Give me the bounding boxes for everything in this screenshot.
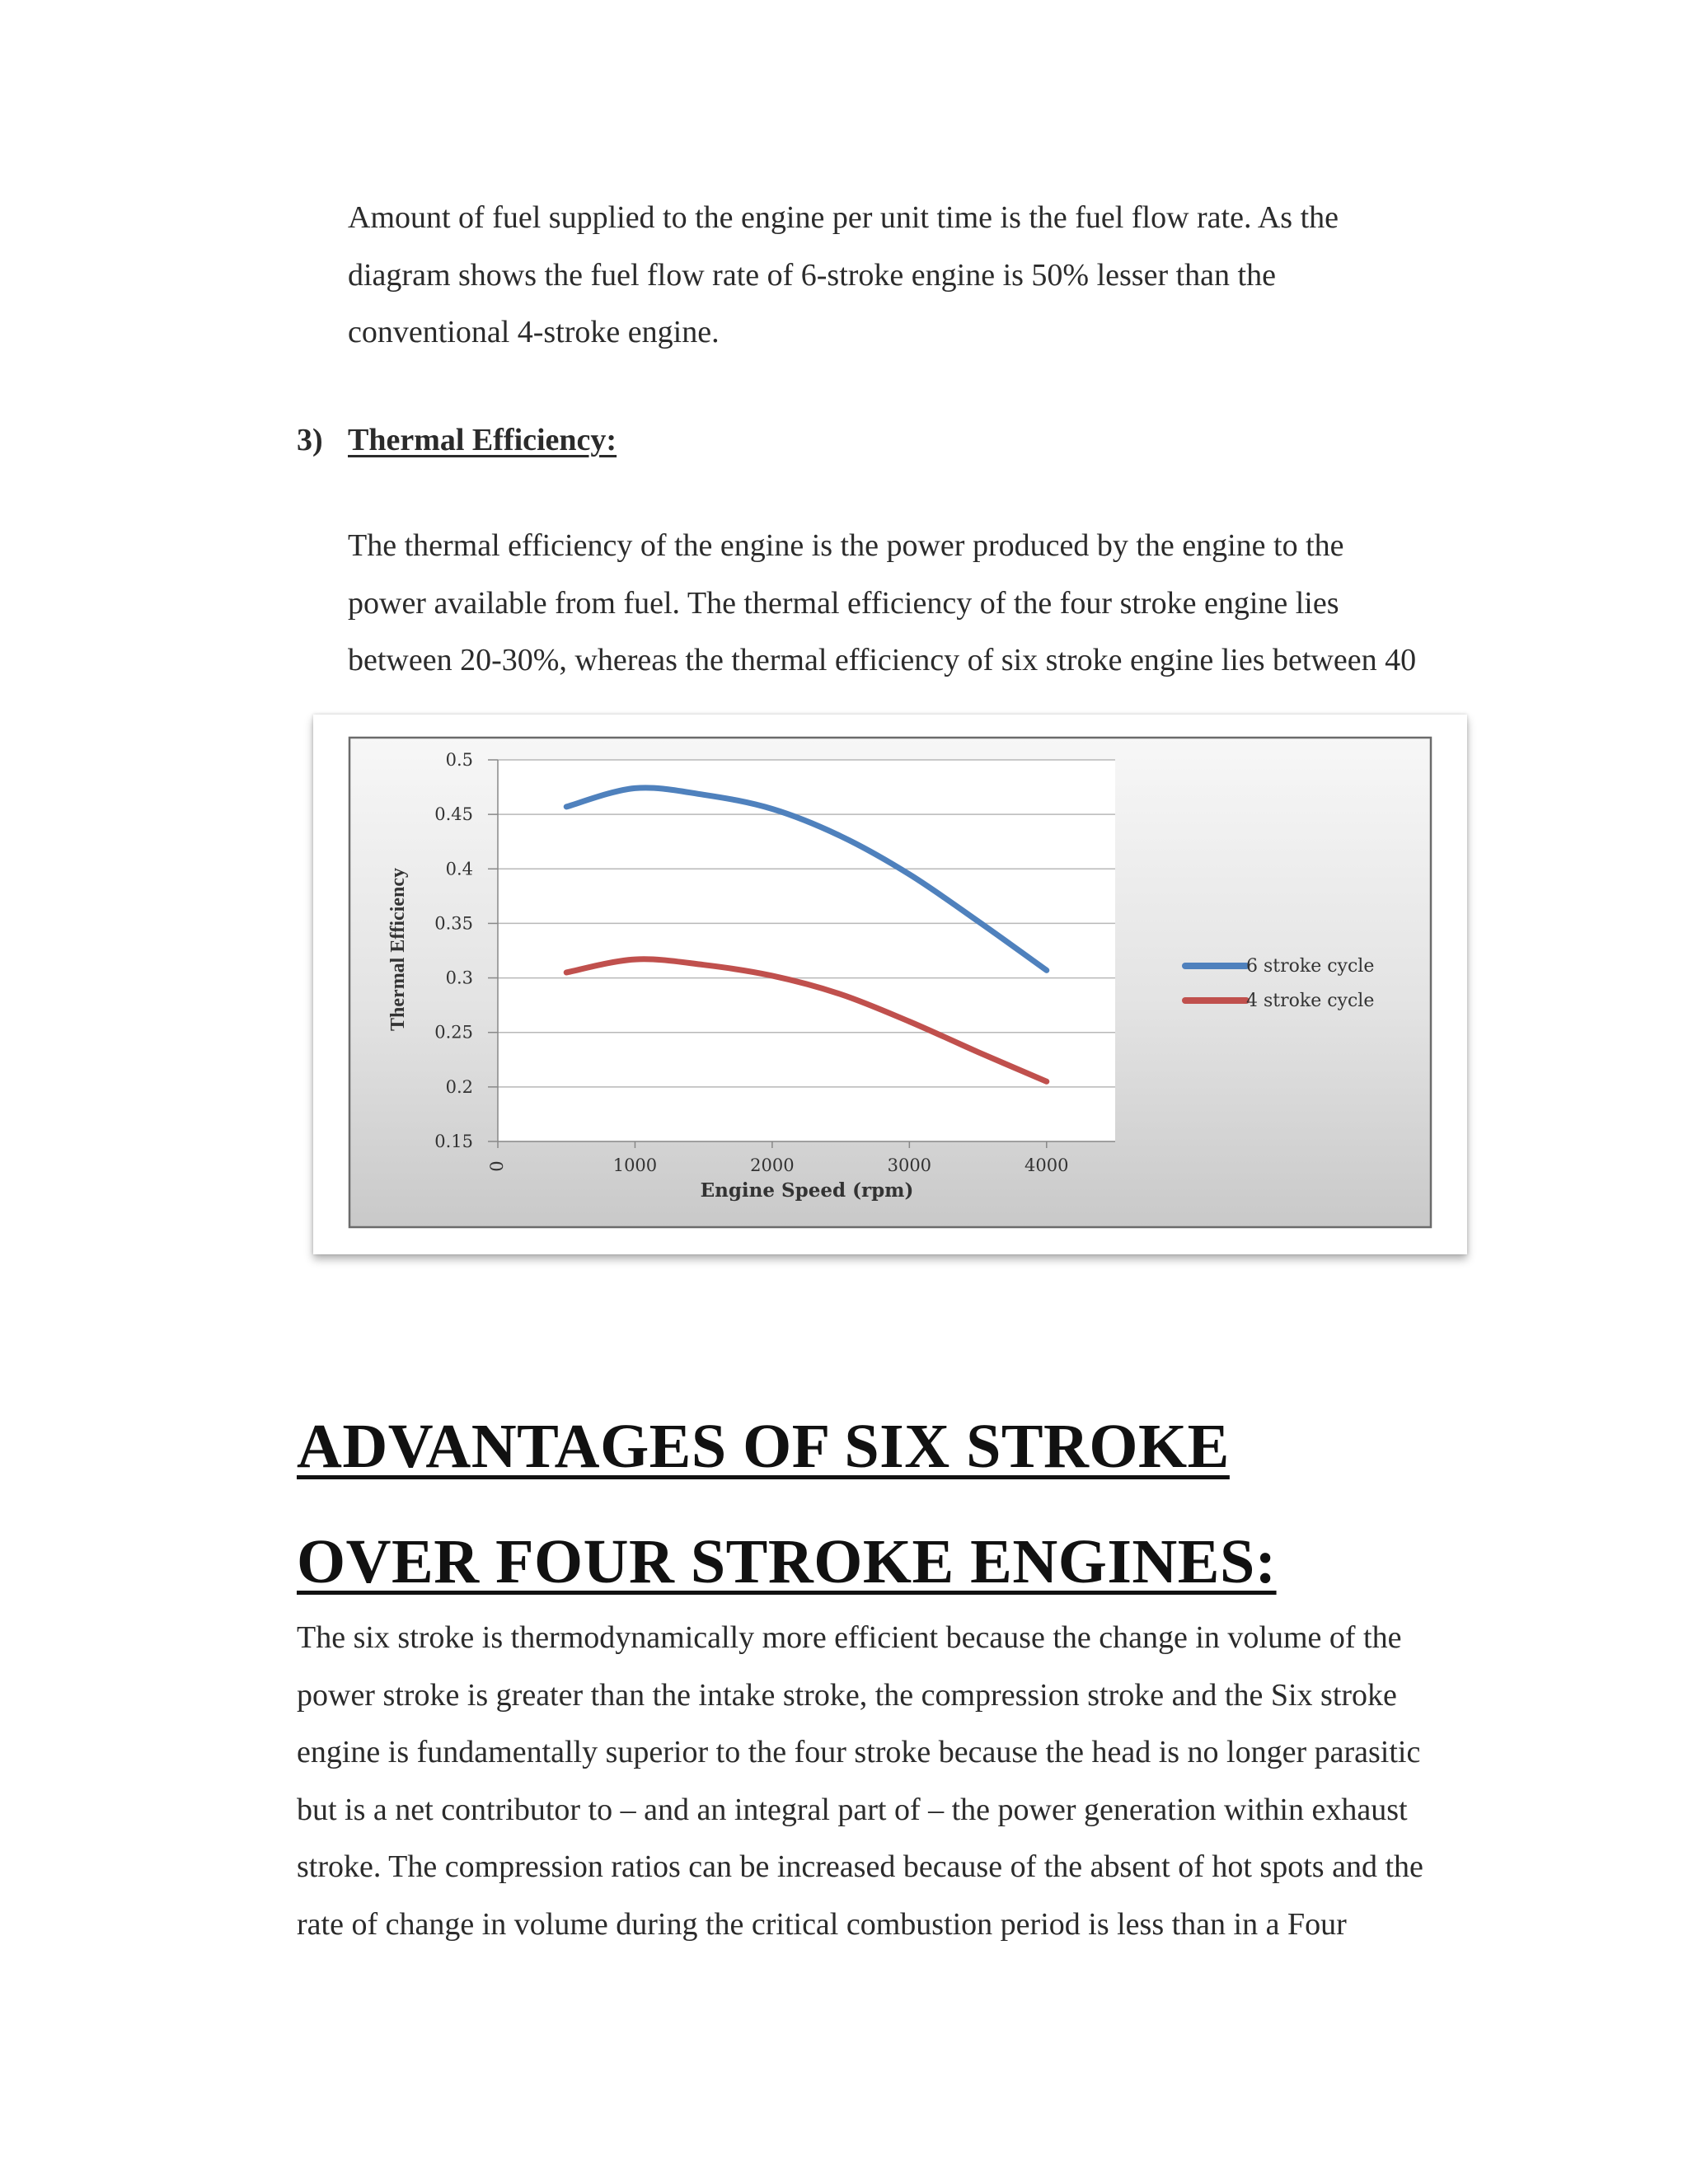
section-title: Thermal Efficiency:: [348, 423, 617, 457]
text-line: The thermal efficiency of the engine is the power produced by the engine to the: [348, 528, 1344, 563]
text-line: conventional 4-stroke engine.: [348, 315, 720, 349]
text-line: power available from fuel. The thermal efficiency of the four stroke engine lies: [348, 585, 1339, 621]
heading-line: OVER FOUR STROKE ENGINES:: [297, 1527, 1277, 1596]
y-tick-label: 0.45: [434, 804, 473, 825]
text-line: engine is fundamentally superior to the four stroke because the head is no longer parasitic: [297, 1735, 1421, 1769]
x-tick-label: 0: [487, 1160, 507, 1172]
heading-line: ADVANTAGES OF SIX STROKE: [297, 1412, 1230, 1481]
text-line: The six stroke is thermodynamically more efficient because the change in volume of the: [297, 1620, 1402, 1655]
fuel-flow-paragraph: [348, 190, 1485, 362]
text-line: but is a net contributor to – and an integral part of – the power generation within exhaust: [297, 1792, 1408, 1827]
text-line: stroke. The compression ratios can be increased because of the absent of hot spots and the: [297, 1849, 1423, 1884]
text-line: diagram shows the fuel flow rate of 6-stroke engine is 50% lesser than the: [348, 257, 1276, 293]
y-tick-label: 0.2: [445, 1076, 473, 1097]
x-tick-label: 2000: [750, 1155, 795, 1175]
chart-canvas: [313, 715, 1467, 1254]
text-line: power stroke is greater than the intake stroke, the compression stroke and the Six stroke: [297, 1677, 1397, 1713]
text-line: Amount of fuel supplied to the engine per unit time is the fuel flow rate. As the: [348, 200, 1339, 235]
section-number: 3): [297, 423, 323, 457]
thermal-efficiency-paragraph: [348, 518, 1493, 690]
x-axis-label: Engine Speed (rpm): [700, 1179, 914, 1202]
text-line: between 20-30%, whereas the thermal efficiency of six stroke engine lies between 40: [348, 643, 1417, 677]
legend-label-6-stroke-cycle: 6 stroke cycle: [1246, 956, 1375, 977]
y-tick-label: 0.4: [445, 859, 473, 879]
legend-label-4-stroke-cycle: 4 stroke cycle: [1246, 991, 1375, 1011]
x-tick-label: 3000: [887, 1155, 932, 1175]
advantages-paragraph: [297, 1610, 1500, 1953]
y-tick-label: 0.25: [434, 1022, 473, 1043]
y-tick-label: 0.3: [445, 968, 473, 988]
y-tick-label: 0.15: [434, 1132, 473, 1151]
x-tick-label: 1000: [612, 1155, 658, 1175]
y-axis-label: Thermal Efficiency: [387, 868, 409, 1031]
text-line: rate of change in volume during the critical combustion period is less than in a Four: [297, 1906, 1347, 1942]
section-heading: [297, 412, 617, 469]
thermal-efficiency-chart: [313, 715, 1467, 1254]
x-tick-label: 4000: [1025, 1155, 1069, 1175]
advantages-heading: [297, 1389, 1277, 1619]
y-tick-label: 0.35: [434, 913, 473, 934]
y-tick-label: 0.5: [445, 750, 473, 770]
